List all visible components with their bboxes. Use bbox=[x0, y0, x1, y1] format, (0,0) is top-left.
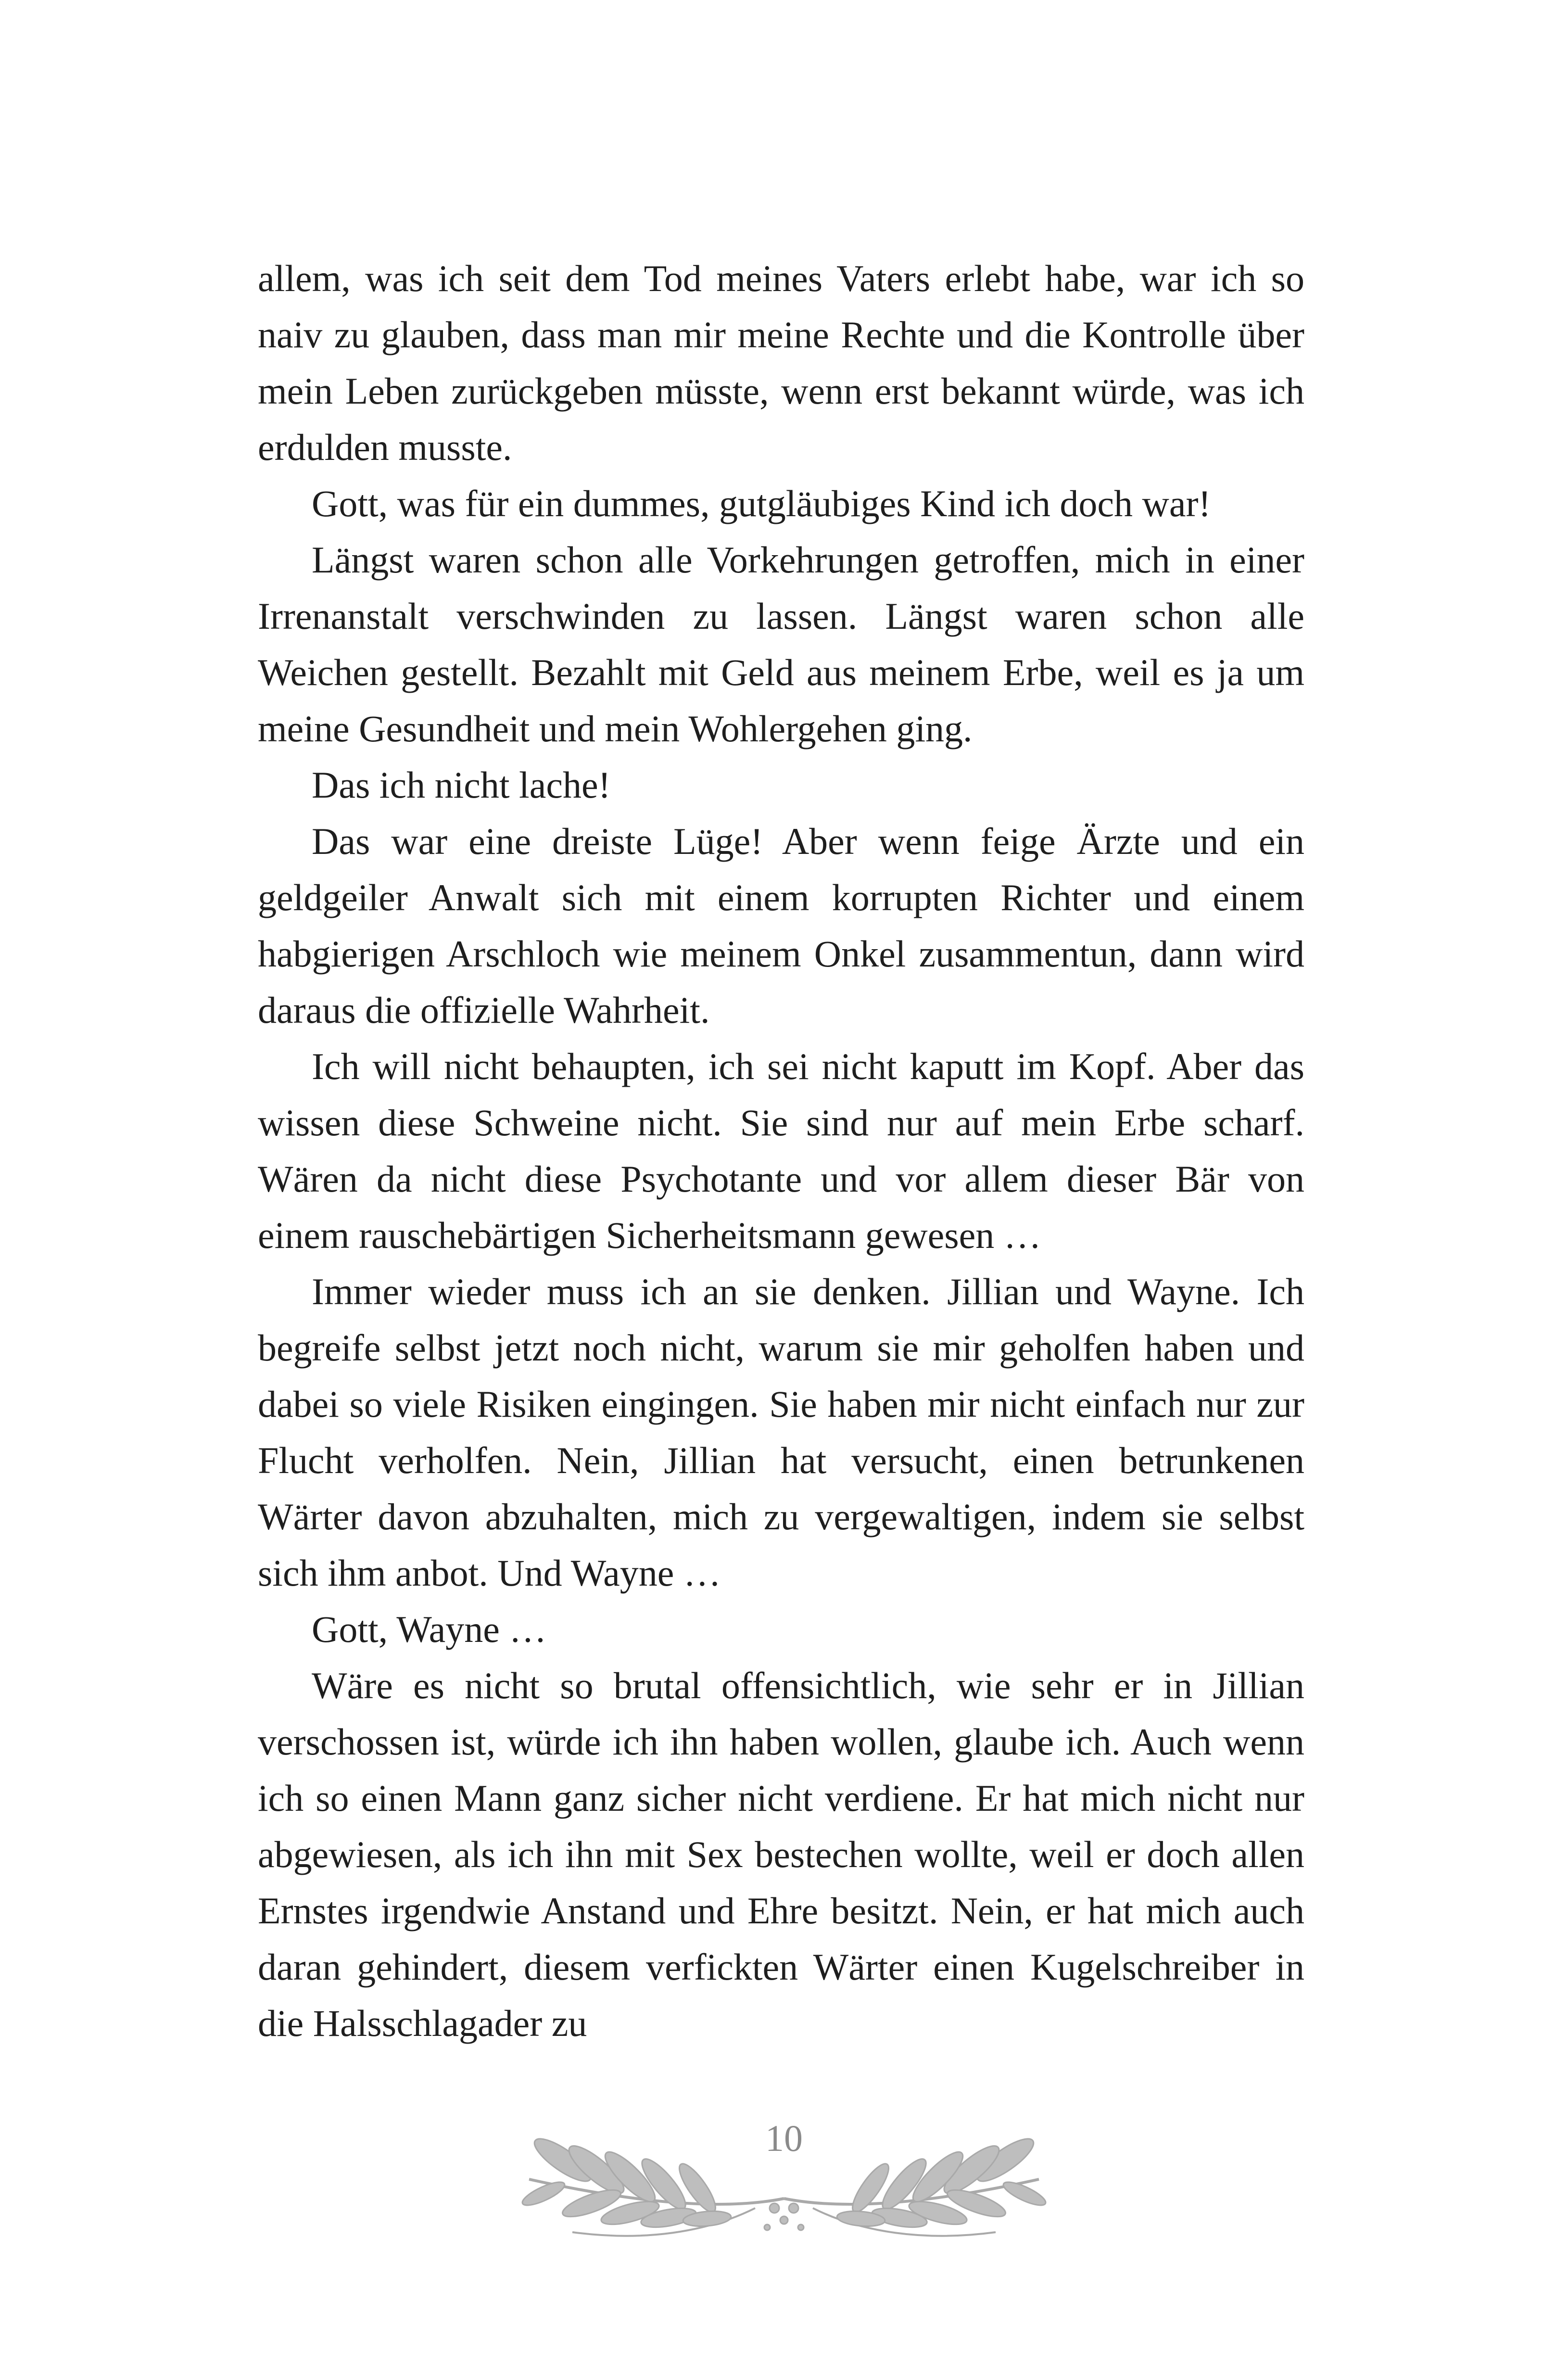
paragraph-9: Wäre es nicht so brutal offensichtlich, wie sehr er in Jillian verschossen ist, würde ich ihn haben wollen, glaube ich. Auch wenn ich so einen Mann ganz sicher nicht verdiene. Er hat mich nicht nur abgewiesen, als ich ihn mit Sex bestechen wollte, weil er doch allen Ernstes irgendwie Anstand und Ehre besitzt. Nein, er hat mich auch daran gehindert, diesem verfickten Wärter einen Kugelschreiber in die Halsschlagader zu bbox=[258, 1665, 1304, 2044]
laurel-wreath-icon bbox=[486, 2088, 1082, 2261]
paragraph-5: Das war eine dreiste Lüge! Aber wenn feige Ärzte und ein geldgeiler Anwalt sich mit einem korrupten Richter und einem habgierigen Arschloch wie meinem Onkel zusammentun, dann wird daraus die offizielle Wahrheit. bbox=[258, 820, 1304, 1031]
body-text bbox=[258, 250, 1304, 2051]
paragraph-2: Gott, was für ein dummes, gutgläubiges Kind ich doch war! bbox=[312, 483, 1211, 524]
paragraph-1: allem, was ich seit dem Tod meines Vaters erlebt habe, war ich so naiv zu glauben, dass man mir meine Rechte und die Kontrolle über mein Leben zurückgeben müsste, wenn erst bekannt würde, was ich erdulden musste. bbox=[258, 257, 1304, 468]
paragraph-3: Längst waren schon alle Vorkehrungen getroffen, mich in einer Irrenanstalt verschwinden zu lassen. Längst waren schon alle Weichen gestellt. Bezahlt mit Geld aus meinem Erbe, weil es ja um meine Gesundheit und mein Wohlergehen ging. bbox=[258, 539, 1304, 750]
page-number: 10 bbox=[765, 2117, 803, 2159]
paragraph-6: Ich will nicht behaupten, ich sei nicht kaputt im Kopf. Aber das wissen diese Schweine nicht. Sie sind nur auf mein Erbe scharf. Wären da nicht diese Psychotante und vor allem dieser Bär von einem rauschebärtigen Sicherheitsmann gewesen … bbox=[258, 1045, 1304, 1256]
paragraph-7: Immer wieder muss ich an sie denken. Jillian und Wayne. Ich begreife selbst jetzt noch nicht, warum sie mir geholfen haben und dabei so viele Risiken eingingen. Sie haben mir nicht einfach nur zur Flucht verholfen. Nein, Jillian hat versucht, einen betrunkenen Wärter davon abzuhalten, mich zu vergewaltigen, indem sie selbst sich ihm anbot. Und Wayne … bbox=[258, 1271, 1304, 1594]
paragraph-4: Das ich nicht lache! bbox=[312, 764, 611, 806]
paragraph-8: Gott, Wayne … bbox=[312, 1608, 547, 1650]
